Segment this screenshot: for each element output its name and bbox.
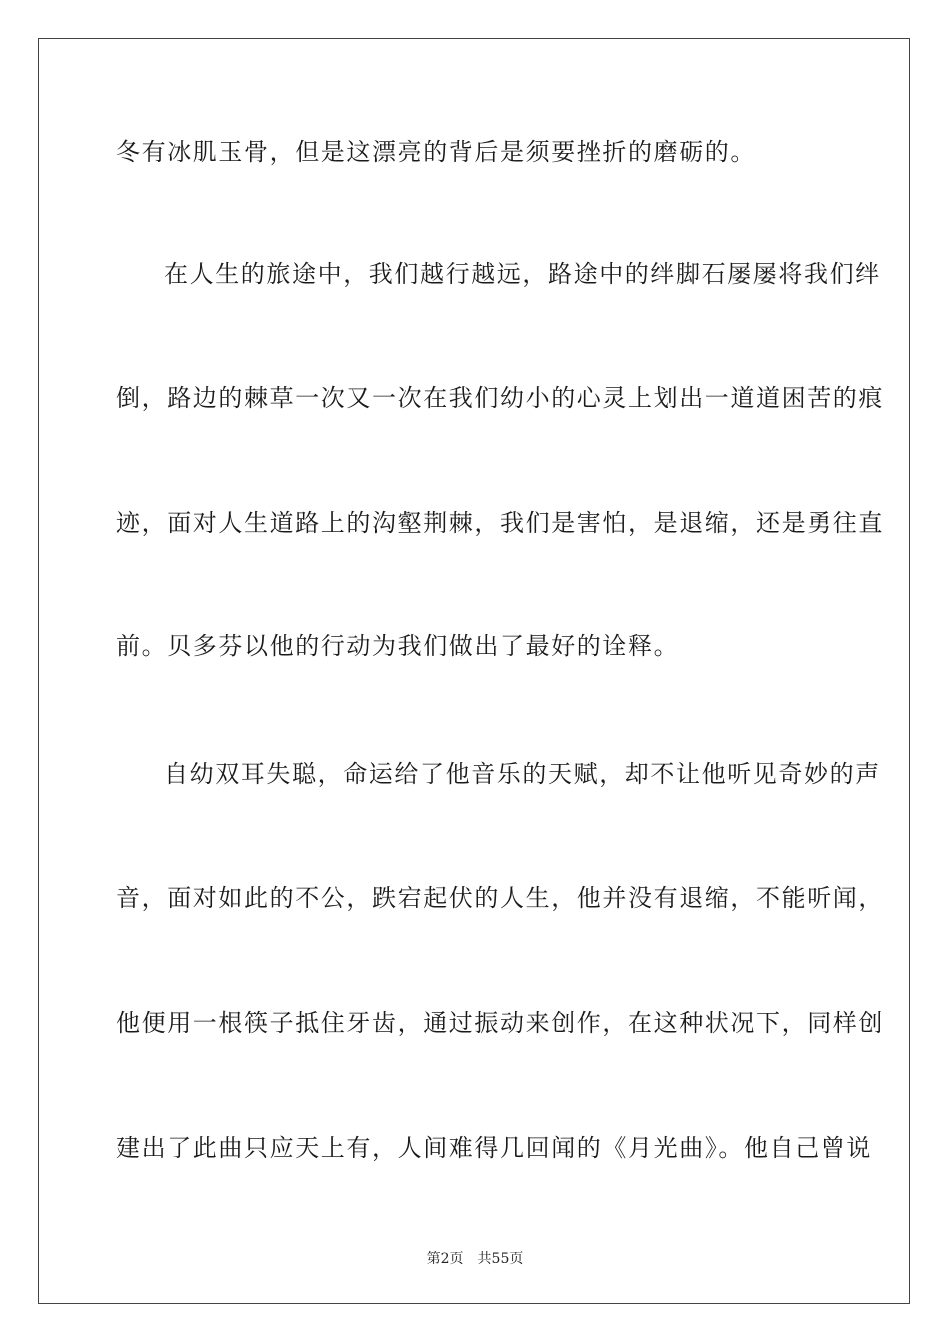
paragraph-line: 在人生的旅途中，我们越行越远，路途中的绊脚石屡屡将我们绊	[164, 260, 881, 288]
paragraph-line: 他便用一根筷子抵住牙齿，通过振动来创作，在这种状况下，同样创	[116, 1009, 884, 1037]
page-footer	[0, 1248, 950, 1268]
paragraph-line: 冬有冰肌玉骨，但是这漂亮的背后是须要挫折的磨砺的。	[116, 138, 756, 166]
page-frame	[38, 38, 910, 1304]
page-number: 第2页	[426, 1251, 464, 1267]
paragraph-line: 前。贝多芬以他的行动为我们做出了最好的诠释。	[116, 632, 680, 660]
paragraph-line: 自幼双耳失聪，命运给了他音乐的天赋，却不让他听见奇妙的声	[164, 760, 881, 788]
page-total: 共55页	[477, 1251, 524, 1267]
paragraph-line: 倒，路边的棘草一次又一次在我们幼小的心灵上划出一道道困苦的痕	[116, 384, 884, 412]
paragraph-line: 迹，面对人生道路上的沟壑荆棘，我们是害怕，是退缩，还是勇往直	[116, 509, 884, 537]
paragraph-line: 音，面对如此的不公，跌宕起伏的人生，他并没有退缩，不能听闻，	[116, 884, 884, 912]
paragraph-line: 建出了此曲只应天上有，人间难得几回闻的《月光曲》。他自己曾说	[116, 1134, 872, 1162]
